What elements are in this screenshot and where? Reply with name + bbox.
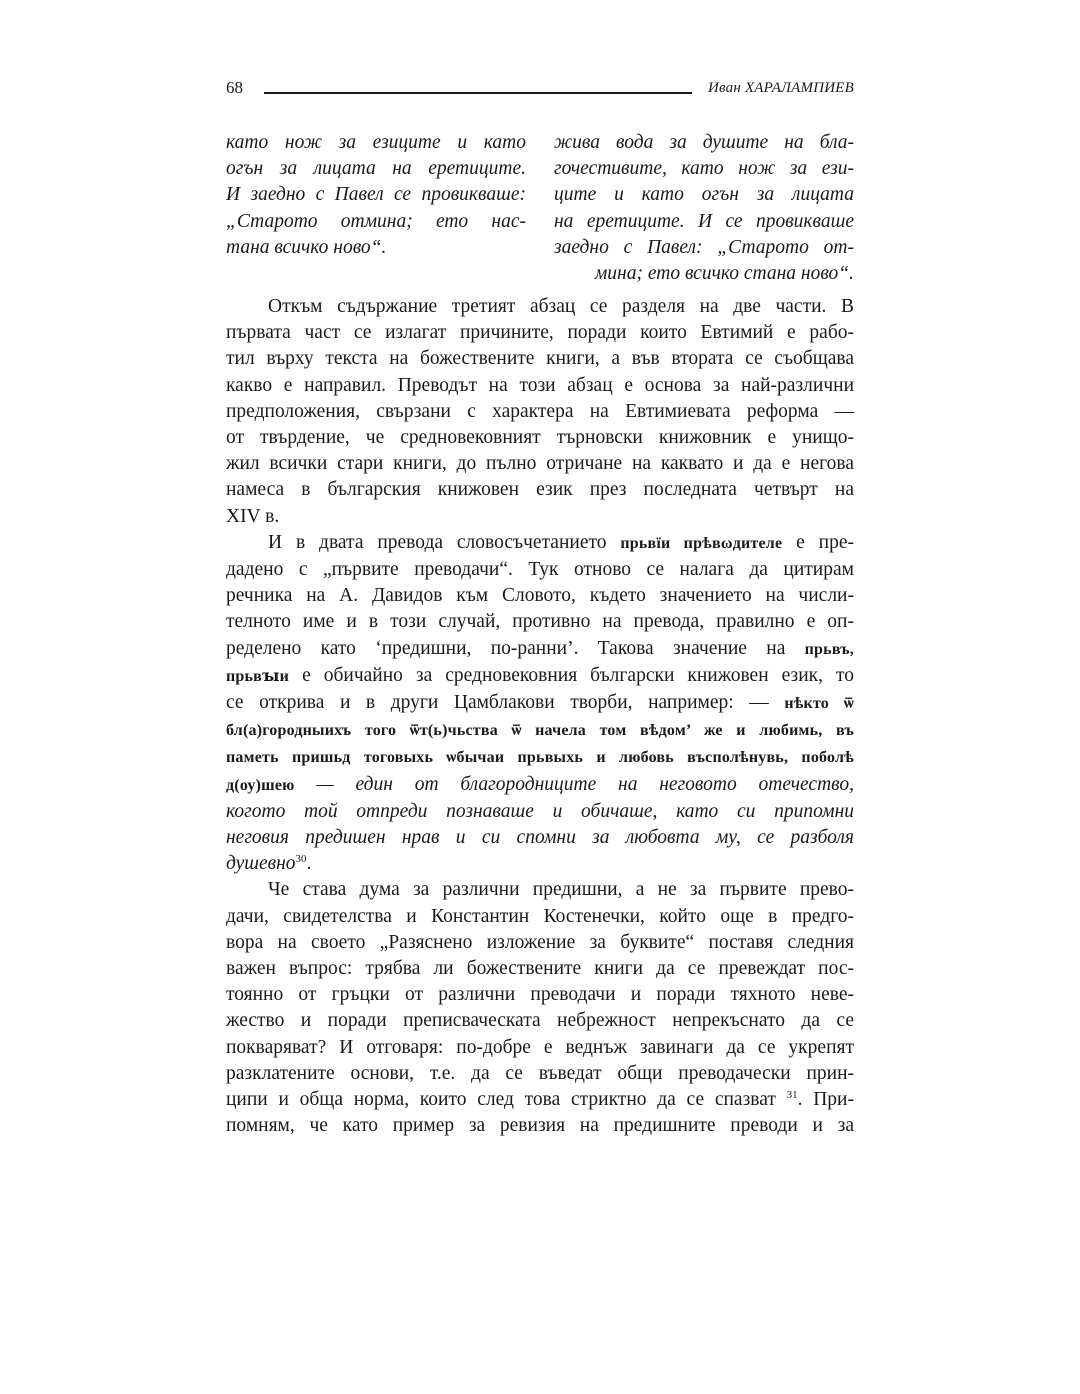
paragraph-1-line: тил върху текста на божествените книги, а във втората се съобщава bbox=[226, 348, 854, 370]
paragraph-3-line: разклатените основи, т.е. да се въведат общи преводачески прин- bbox=[226, 1062, 854, 1084]
quote-line: като нож за езиците и като bbox=[226, 132, 526, 153]
paragraph-1-line: какво е направил. Преводът на този абзац е основа за най-различни bbox=[226, 374, 854, 396]
paragraph-2-line: се открива и в други Цамблакови творби, например: — нѣкто ѿ bbox=[226, 692, 854, 714]
body-text bbox=[226, 294, 854, 1140]
paragraph-1-line: от твърдение, че средновековният търновски книжовник е унищо- bbox=[226, 427, 854, 449]
quote-line: огън за лицата на еретиците. bbox=[226, 158, 526, 180]
paragraph-2-line: ределено като ‘предишни, по-ранни’. Такова значение на прьвъ, bbox=[226, 637, 854, 659]
quote-column-left bbox=[226, 130, 526, 261]
quote-line: И заедно с Павел се провикваше: bbox=[226, 184, 526, 206]
paragraph-1-line: намеса в българския книжовен език през последната четвърт на bbox=[226, 479, 854, 501]
paragraph-2-line: д(оу)шею — един от благородниците на неговото отечество, bbox=[226, 773, 854, 795]
paragraph-3-line: важен въпрос: трябва ли божествените книги да се превеждат пос- bbox=[226, 958, 854, 980]
paragraph-3-line: ципи и обща норма, които след това стриктно да се спазват $^{31}$. При- bbox=[226, 1089, 854, 1111]
quote-line: тана всичко ново“. bbox=[226, 236, 387, 258]
church-slavonic-text: паметь пришьд тоговыхь ѡбычаи прьвыхь и любовь въсполѣнувь, поболѣ bbox=[226, 749, 854, 767]
paragraph-2-line: телното име и в този случай, противно на превода, правилно е оп- bbox=[226, 611, 854, 633]
quote-line: заедно с Павел: „Старото от- bbox=[554, 236, 854, 258]
church-slavonic-text: нѣкто ѿ bbox=[784, 695, 854, 713]
quote-line: мина; ето всичко стана ново“. bbox=[594, 263, 854, 285]
quote-line: на еретиците. И се провикваше bbox=[554, 210, 854, 232]
paragraph-1-line: първата част се излагат причините, поради които Евтимий е рабо- bbox=[226, 322, 854, 344]
paragraph-3-line: дачи, свидетелства и Константин Костенечки, който още в предго- bbox=[226, 905, 854, 927]
paragraph-1-line: XIV в. bbox=[226, 505, 280, 527]
paragraph-3-line: покваряват? И отговаря: по-добре е веднъж завинаги да се укрепят bbox=[226, 1036, 854, 1058]
paragraph-3-line: помням, че като пример за ревизия на предишните преводи и за bbox=[226, 1115, 854, 1137]
quote-line: „Старото отмина; ето нас- bbox=[226, 210, 526, 232]
church-slavonic-text: прьвїи прѣвωдителе bbox=[620, 534, 783, 552]
church-slavonic-text: бл(а)городныихъ того ѿт(ь)чьства ѿ начела том вѣдом’ же и любимь, въ bbox=[226, 722, 854, 740]
quote-column-right bbox=[554, 130, 854, 287]
paragraph-2-line: И в двата превода словосъчетанието прьвїи прѣвωдителе е пре- bbox=[268, 531, 854, 553]
church-slavonic-text: д(оу)шею bbox=[226, 776, 295, 794]
paragraph-1-line: предположения, свързани с характера на Евтимиевата реформа — bbox=[226, 400, 854, 422]
paragraph-2-line: неговия предишен нрав и си спомни за любовта му, се разболя bbox=[226, 827, 854, 849]
paragraph-1-line: жил всички стари книги, до пълно отричане на каквато и да е негова bbox=[226, 453, 854, 475]
page-number: 68 bbox=[226, 78, 243, 97]
paragraph-2-line bbox=[226, 744, 854, 771]
page-header bbox=[226, 78, 854, 102]
church-slavonic-text: прьвъ, bbox=[804, 640, 854, 658]
quote-line: ците и като огън за лицата bbox=[554, 184, 854, 206]
paragraph-3-line: жество и поради преписваческата небрежност непрекъснато да се bbox=[226, 1010, 854, 1032]
running-head-author: Иван ХАРАЛАМПИЕВ bbox=[708, 80, 854, 96]
paragraph-3-line: Че става дума за различни предишни, а не за първите прево- bbox=[268, 879, 854, 901]
quote-line: гочестивите, като нож за ези- bbox=[554, 158, 854, 180]
quote-line: жива вода за душите на бла- bbox=[554, 132, 854, 153]
footnote-ref-30: 30 bbox=[295, 853, 307, 866]
paragraph-2-line: душевно$^{30}$. bbox=[226, 853, 312, 875]
header-rule bbox=[264, 92, 692, 94]
paragraph-2-line: прьвꙑи е обичайно за средновековния български книжовен език, то bbox=[226, 664, 854, 686]
paragraph-2-line: речника на А. Давидов към Словото, където значението на числи- bbox=[226, 585, 854, 607]
footnote-ref-31: 31 bbox=[786, 1089, 798, 1102]
paragraph-1-line: Откъм съдържание третият абзац се разделя на две части. В bbox=[268, 296, 854, 317]
paragraph-3-line: вора на своето „Разяснено изложение за буквите“ поставя следния bbox=[226, 931, 854, 953]
paragraph-2-line: дадено с „първите преводачи“. Тук отново се налага да цитирам bbox=[226, 559, 854, 581]
paragraph-2-line: когото той отпреди познаваше и обичаше, като си припомни bbox=[226, 800, 854, 822]
paragraph-2-line bbox=[226, 717, 854, 744]
paragraph-3-line: тоянно от гръцки от различни преводачи и поради тяхното неве- bbox=[226, 984, 854, 1006]
church-slavonic-text: прьвꙑи bbox=[226, 667, 290, 685]
